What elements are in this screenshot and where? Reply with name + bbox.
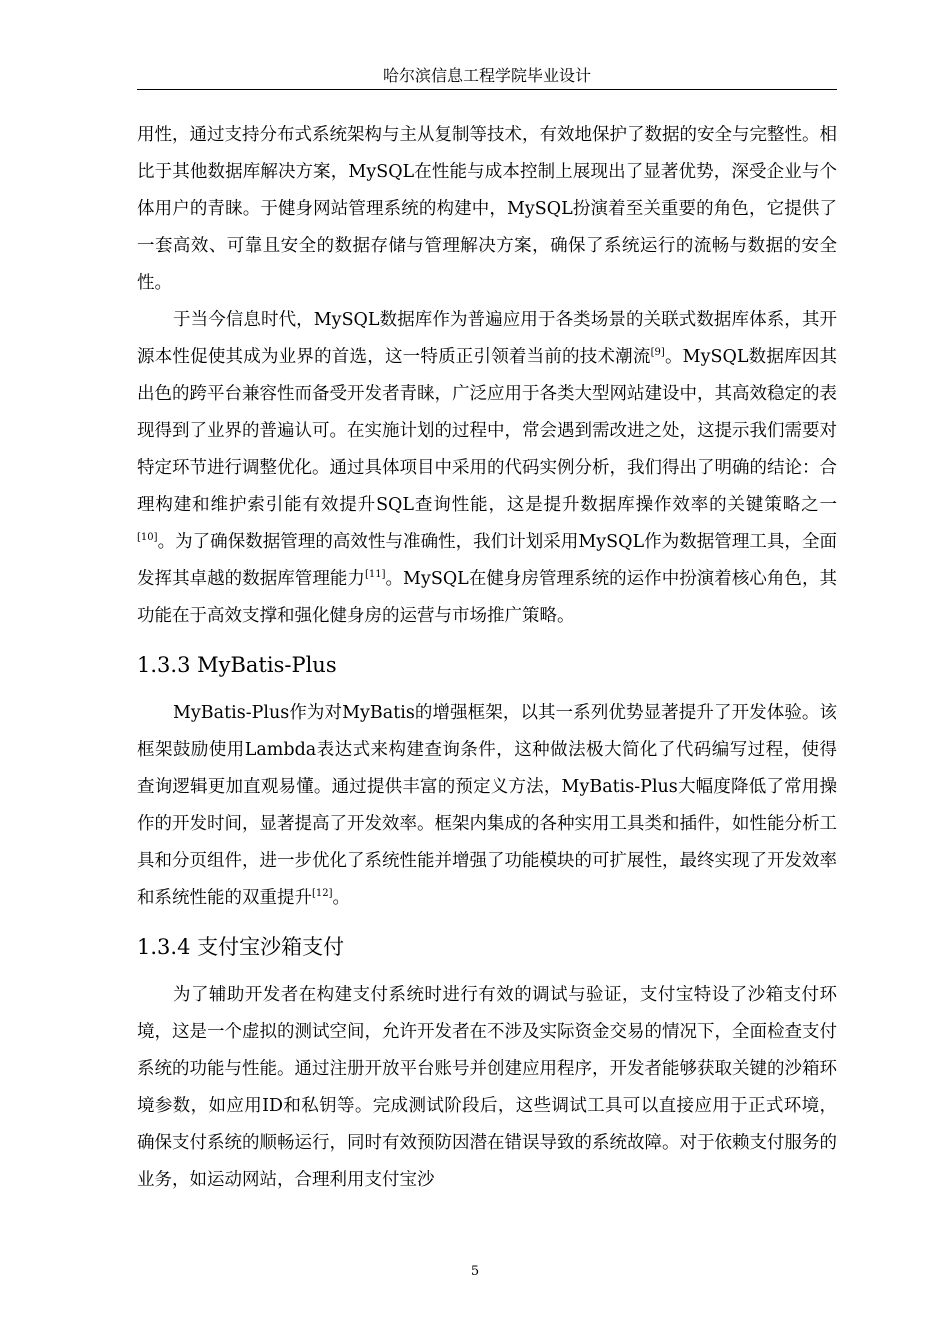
paragraph-text: 。为了确保数据管理的高效性与准确性，我们计划采用MySQL作为数据管理工具，全面发挥其卓越的数据库管理能力	[137, 532, 837, 589]
paragraph-mybatis-plus	[137, 695, 837, 917]
page-number: 5	[470, 1264, 480, 1279]
section-heading-alipay-sandbox: 1.3.4 支付宝沙箱支付	[137, 935, 345, 959]
paragraph-mysql-details	[137, 302, 837, 635]
paragraph-text: 。MySQL数据库因其出色的跨平台兼容性而备受开发者青睐，广泛应用于各类大型网站建设中，其高效稳定的表现得到了业界的普遍认可。在实施计划的过程中，常会遇到需改进之处，这提示我们需要对特定环节进行调整优化。通过具体项目中采用的代码实例分析，我们得出了明确的结论：合理构建和维护索引能有效提升SQL查询性能，这是提升数据库操作效率的关键策略之一	[137, 347, 837, 515]
paragraph-mysql-intro-continued: 用性，通过支持分布式系统架构与主从复制等技术，有效地保护了数据的安全与完整性。相比于其他数据库解决方案，MySQL在性能与成本控制上展现出了显著优势，深受企业与个体用户的青睐。于健身网站管理系统的构建中，MySQL扮演着至关重要的角色，它提供了一套高效、可靠且安全的数据存储与管理解决方案，确保了系统运行的流畅与数据的安全性。	[137, 125, 837, 293]
citation-ref: [12]	[312, 888, 333, 899]
page-content	[137, 117, 837, 1199]
paragraph-text: 。	[332, 888, 351, 908]
paragraph-alipay-sandbox: 为了辅助开发者在构建支付系统时进行有效的调试与验证，支付宝特设了沙箱支付环境，这是一个虚拟的测试空间，允许开发者在不涉及实际资金交易的情况下，全面检查支付系统的功能与性能。通过注册开放平台账号并创建应用程序，开发者能够获取关键的沙箱环境参数，如应用ID和私钥等。完成测试阶段后，这些调试工具可以直接应用于正式环境，确保支付系统的顺畅运行，同时有效预防因潜在错误导致的系统故障。对于依赖支付服务的业务，如运动网站，合理利用支付宝沙	[137, 985, 837, 1190]
citation-ref: [10]	[137, 532, 158, 543]
paragraph-text: 于当今信息时代，MySQL数据库作为普遍应用于各类场景的关联式数据库体系，其开源本性促使其成为业界的首选，这一特质正引领着当前的技术潮流	[137, 310, 837, 367]
paragraph-text: 。MySQL在健身房管理系统的运作中扮演着核心角色，其功能在于高效支撑和强化健身房的运营与市场推广策略。	[137, 569, 837, 626]
header-rule	[137, 89, 837, 90]
citation-ref: [9]	[650, 347, 665, 358]
page-header-title: 哈尔滨信息工程学院毕业设计	[382, 66, 591, 85]
paragraph-text: MyBatis-Plus作为对MyBatis的增强框架，以其一系列优势显著提升了开发体验。该框架鼓励使用Lambda表达式来构建查询条件，这种做法极大简化了代码编写过程，使得查询逻辑更加直观易懂。通过提供丰富的预定义方法，MyBatis-Plus大幅度降低了常用操作的开发时间，显著提高了开发效率。框架内集成的各种实用工具类和插件，如性能分析工具和分页组件，进一步优化了系统性能并增强了功能模块的可扩展性，最终实现了开发效率和系统性能的双重提升	[137, 703, 837, 908]
section-heading-mybatis-plus: 1.3.3 MyBatis-Plus	[137, 653, 337, 677]
citation-ref: [11]	[364, 569, 386, 580]
